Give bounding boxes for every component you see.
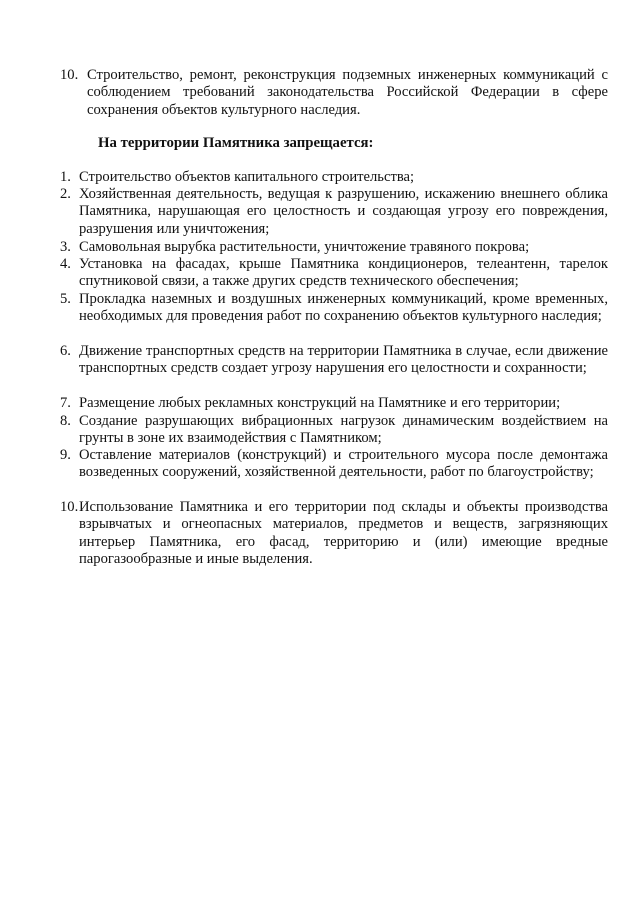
list-item-text: Оставление материалов (конструкций) и строительного мусора после демонтажа возведенных сооружений, хозяйственной деятельности, работ по благоустройству; <box>79 447 608 481</box>
prohibition-item-7 <box>60 395 608 412</box>
list-item-text: Строительство, ремонт, реконструкция подземных инженерных коммуникаций с соблюдением требований законодательства Российской Федерации в сфере сохранения объектов культурного наследия. <box>87 67 608 118</box>
prohibition-item-4 <box>60 256 608 291</box>
list-item-number: 1. <box>60 169 71 185</box>
prohibition-item-10 <box>60 499 608 569</box>
prohibition-item-9 <box>60 447 608 482</box>
list-item-number: 10. <box>60 67 79 83</box>
prohibition-item-2 <box>60 186 608 238</box>
list-item-number: 2. <box>60 186 71 202</box>
list-item-number: 3. <box>60 239 71 255</box>
list-item-number: 5. <box>60 291 71 307</box>
list-item-text: Создание разрушающих вибрационных нагрузок динамическим воздействием на грунты в зоне их взаимодействия с Памятником; <box>79 413 608 447</box>
list-item-text: Хозяйственная деятельность, ведущая к разрушению, искажению внешнего облика Памятника, нарушающая его целостность и создающая угрозу его повреждения, разрушения или уничтожения; <box>79 186 608 237</box>
list-item-text: Использование Памятника и его территории под склады и объекты производства взрывчатых и огнеопасных материалов, предметов и веществ, загрязняющих интерьер Памятника, его фасад, территорию и (или) имеющие вредные парогазообразные и иные выделения. <box>79 499 608 568</box>
prohibition-item-1 <box>60 169 608 186</box>
list-item-text: Прокладка наземных и воздушных инженерных коммуникаций, кроме временных, необходимых для проведения работ по сохранению объектов культурного наследия; <box>79 291 608 325</box>
list-item-number: 9. <box>60 447 71 463</box>
list-item-text: Размещение любых рекламных конструкций на Памятнике и его территории; <box>79 395 561 411</box>
prohibition-item-8 <box>60 413 608 448</box>
prohibition-item-3 <box>60 239 608 256</box>
list-item-number: 6. <box>60 343 71 359</box>
list-item-top-10 <box>60 67 608 119</box>
list-item-number: 10. <box>60 499 79 515</box>
prohibition-item-6 <box>60 343 608 378</box>
list-item-number: 7. <box>60 395 71 411</box>
list-item-text: Строительство объектов капитального строительства; <box>79 169 415 185</box>
list-item-text: Движение транспортных средств на территории Памятника в случае, если движение транспортных средств создает угрозу нарушения его целостности и сохранности; <box>79 343 608 377</box>
section-heading: На территории Памятника запрещается: <box>98 135 374 151</box>
prohibition-item-5 <box>60 291 608 326</box>
list-item-number: 4. <box>60 256 71 272</box>
list-item-text: Установка на фасадах, крыше Памятника кондиционеров, телеантенн, тарелок спутниковой связи, а также других средств технического обеспечения; <box>79 256 608 290</box>
list-item-number: 8. <box>60 413 71 429</box>
list-item-text: Самовольная вырубка растительности, уничтожение травяного покрова; <box>79 239 530 255</box>
